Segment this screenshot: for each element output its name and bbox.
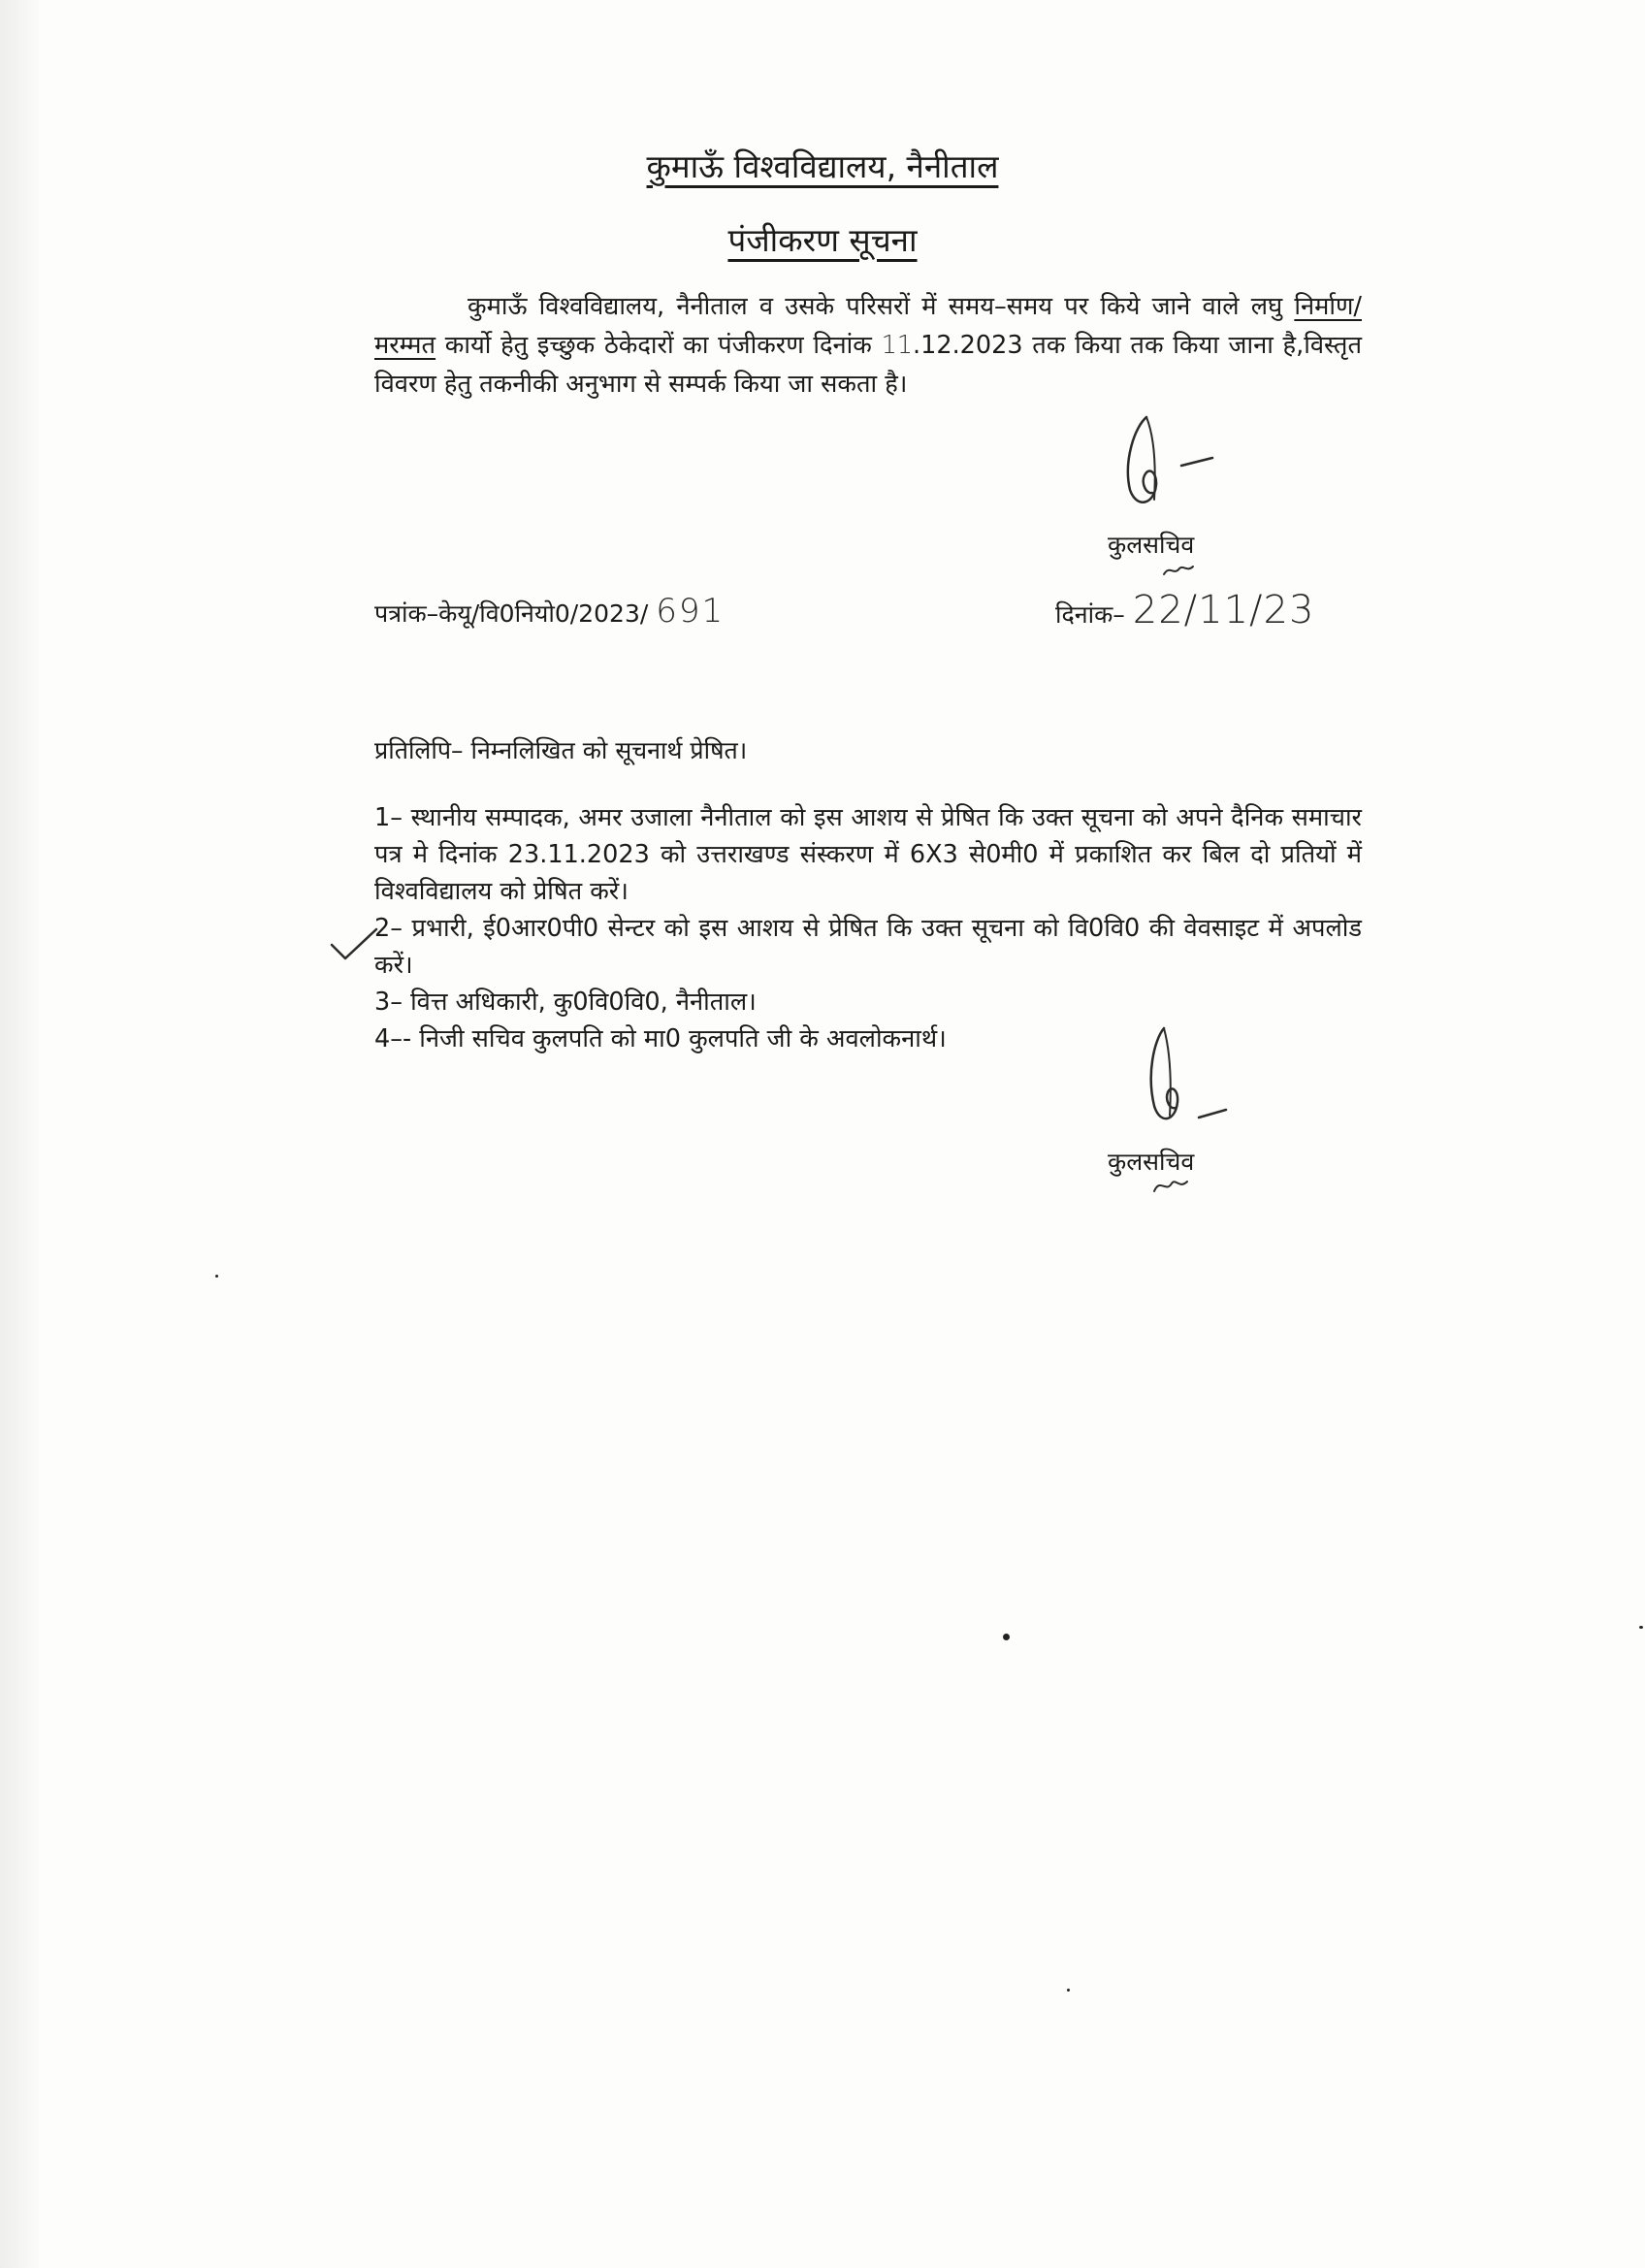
tick-mark bbox=[328, 925, 380, 964]
notice-body bbox=[374, 287, 1362, 404]
scan-speck bbox=[1639, 1626, 1643, 1629]
scan-speck bbox=[1003, 1634, 1010, 1640]
list-item: 3– वित्त अधिकारी, कु0वि0वि0, नैनीताल। bbox=[374, 988, 757, 1017]
reference-line bbox=[374, 592, 725, 631]
signature-1 bbox=[1096, 407, 1251, 534]
body-text-2: कार्यो हेतु इच्छुक ठेकेदारों का पंजीकरण दिनांक bbox=[435, 331, 882, 360]
body-text-1: कुमाऊँ विश्वविद्यालय, नैनीताल व उसके परिसरों में समय–समय पर किये जाने वाले लघु bbox=[468, 292, 1295, 321]
comma-mark: , bbox=[1296, 331, 1305, 360]
scan-speck bbox=[1067, 1989, 1070, 1992]
initial-mark-1 bbox=[1160, 561, 1199, 580]
date-value: 22/11/23 bbox=[1132, 588, 1315, 632]
date-label: दिनांक– bbox=[1055, 600, 1125, 629]
reference-number: 691 bbox=[656, 592, 726, 631]
university-title: कुमाऊँ विश्वविद्यालय, नैनीताल bbox=[646, 147, 999, 185]
copy-heading: प्रतिलिपि– निम्नलिखित को सूचनार्थ प्रेषित। bbox=[374, 736, 748, 764]
body-text-4: विस्तृत विवरण हेतु तकनीकी अनुभाग से सम्पर्क किया जा सकता है। bbox=[374, 331, 1362, 399]
notice-title: पंजीकरण सूचना bbox=[727, 221, 918, 259]
scan-edge-shadow bbox=[0, 0, 39, 2268]
handwritten-day: 11 bbox=[881, 331, 914, 360]
body-underlined-text: निर्माण/मरम्मत bbox=[374, 292, 1362, 360]
list-item: 2– प्रभारी, ई0आर0पी0 सेन्टर को इस आशय से प्रेषित कि उक्त सूचना को वि0वि0 की वेवसाइट में अपलोड करें। bbox=[374, 914, 1362, 980]
reference-prefix: पत्रांक–केयू/वि0नियो0/2023/ bbox=[374, 599, 649, 628]
copy-recipient-list bbox=[374, 799, 1362, 1057]
signatory-2-label: कुलसचिव bbox=[1108, 1148, 1195, 1176]
signatory-1-label: कुलसचिव bbox=[1108, 531, 1195, 559]
list-item: 4–- निजी सचिव कुलपति को मा0 कुलपति जी के अवलोकनार्थ। bbox=[374, 1024, 947, 1053]
initial-mark-2 bbox=[1148, 1174, 1197, 1197]
list-item: 1– स्थानीय सम्पादक, अमर उजाला नैनीताल को इस आशय से प्रेषित कि उक्त सूचना को अपने दैनिक समाचार पत्र मे दिनांक 23.11.2023 को उत्तराखण्ड संस्करण में 6X3 से0मी0 में प्रकाशित कर बिल दो प्रतियों में विश्वविद्यालय को प्रेषित करें। bbox=[374, 803, 1362, 906]
scan-speck bbox=[215, 1275, 218, 1278]
date-line bbox=[1055, 588, 1314, 632]
signature-2 bbox=[1125, 1021, 1261, 1147]
body-text-3: .12.2023 तक किया तक किया जाना है bbox=[913, 331, 1297, 360]
